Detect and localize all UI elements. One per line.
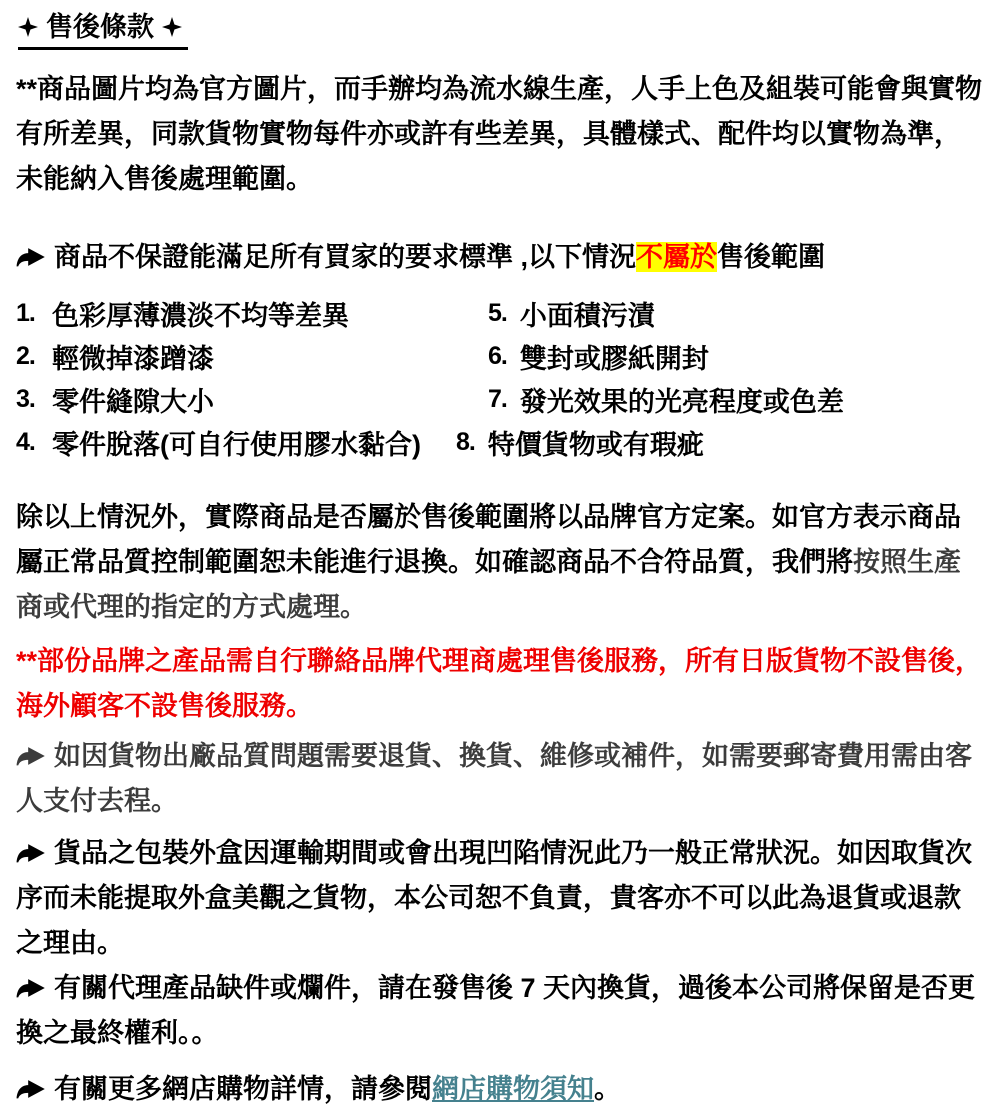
- list-item-number: 1.: [16, 299, 35, 327]
- exclusion-list-left-column: [16, 292, 456, 464]
- list-item-number: 3.: [16, 385, 35, 413]
- list-item: [16, 421, 456, 464]
- guarantee-pre: 商品不保證能滿足所有買家的要求標準 ,以下情況: [54, 242, 637, 272]
- shipping-fee-paragraph: [16, 734, 986, 824]
- four-pointed-star-icon: [162, 17, 182, 37]
- right-arrow-icon: [16, 746, 47, 766]
- official-ruling-gray: 按照生產商或代理的指定的方式處理。: [16, 547, 961, 622]
- shipping-fee-text: 如因貨物出廠品質問題需要退貨、換貨、維修或補件，如需要郵寄費用需由客人支付去程。: [16, 741, 972, 816]
- right-arrow-icon: [16, 1079, 47, 1099]
- list-item-text: 零件縫隙大小: [52, 387, 214, 417]
- exchange-paragraph: [16, 966, 986, 1056]
- list-item-text: 零件脫落(可自行使用膠水黏合): [52, 430, 421, 460]
- list-item-text: 發光效果的光亮程度或色差: [519, 387, 844, 417]
- right-arrow-icon: [16, 843, 47, 863]
- list-item-number: 7.: [488, 385, 507, 413]
- packaging-paragraph: [16, 831, 986, 966]
- list-item-number: 8.: [456, 428, 475, 456]
- list-item-text: 特價貨物或有瑕疵: [487, 430, 704, 460]
- list-item-number: 2.: [16, 342, 35, 370]
- more-info-post: 。: [594, 1074, 621, 1104]
- exchange-text: 有關代理產品缺件或爛件，請在發售後 7 天內換貨，過後本公司將保留是否更換之最終權利。。: [16, 973, 976, 1048]
- list-item: [16, 378, 456, 421]
- right-arrow-icon: [16, 978, 47, 998]
- list-item: [16, 292, 456, 335]
- list-item-number: 6.: [488, 342, 507, 370]
- list-item: [456, 378, 986, 421]
- official-ruling-black: 除以上情況外，實際商品是否屬於售後範圍將以品牌官方定案。如官方表示商品屬正常品質控制範圍恕未能進行退換。如確認商品不合符品質，我們將: [16, 502, 961, 577]
- list-item-number: 4.: [16, 428, 35, 456]
- list-item-text: 輕微掉漆蹭漆: [52, 344, 214, 374]
- exclusion-list-right-column: [456, 292, 986, 464]
- list-item: [456, 292, 986, 335]
- four-pointed-star-icon: [18, 17, 38, 37]
- exclusion-list: [16, 292, 986, 464]
- list-item-text: 色彩厚薄濃淡不均等差異: [52, 301, 349, 331]
- guarantee-line: [16, 235, 986, 280]
- list-item: [456, 335, 986, 378]
- list-item-number: 5.: [488, 299, 507, 327]
- not-covered-highlight: 不屬於: [636, 242, 718, 272]
- list-item-text: 小面積污漬: [519, 301, 655, 331]
- more-info-pre: 有關更多網店購物詳情，請參閱: [54, 1074, 432, 1104]
- shop-guide-link[interactable]: 網店購物須知: [432, 1074, 594, 1104]
- more-info-paragraph: [16, 1067, 986, 1112]
- list-item: [456, 421, 986, 464]
- guarantee-post: 售後範圍: [717, 242, 826, 272]
- packaging-text: 貨品之包裝外盒因運輸期間或會出現凹陷情況此乃一般正常狀況。如因取貨次序而未能提取外盒美觀之貨物，本公司恕不負責，貴客亦不可以此為退貨或退款之理由。: [16, 838, 972, 958]
- right-arrow-icon: [16, 247, 47, 267]
- page-title: [18, 12, 188, 50]
- list-item-text: 雙封或膠紙開封: [519, 344, 709, 374]
- official-ruling-paragraph: [16, 495, 986, 630]
- list-item: [16, 335, 456, 378]
- page-title-text: 售後條款: [46, 12, 154, 42]
- red-notice-paragraph: **部份品牌之產品需自行聯絡品牌代理商處理售後服務，所有日版貨物不設售後，海外顧客不設售後服務。: [16, 646, 983, 721]
- intro-paragraph: **商品圖片均為官方圖片，而手辦均為流水線生產，人手上色及組裝可能會與實物有所差異，同款貨物實物每件亦或許有些差異，具體樣式、配件均以實物為準，未能納入售後處理範圍。: [16, 74, 983, 194]
